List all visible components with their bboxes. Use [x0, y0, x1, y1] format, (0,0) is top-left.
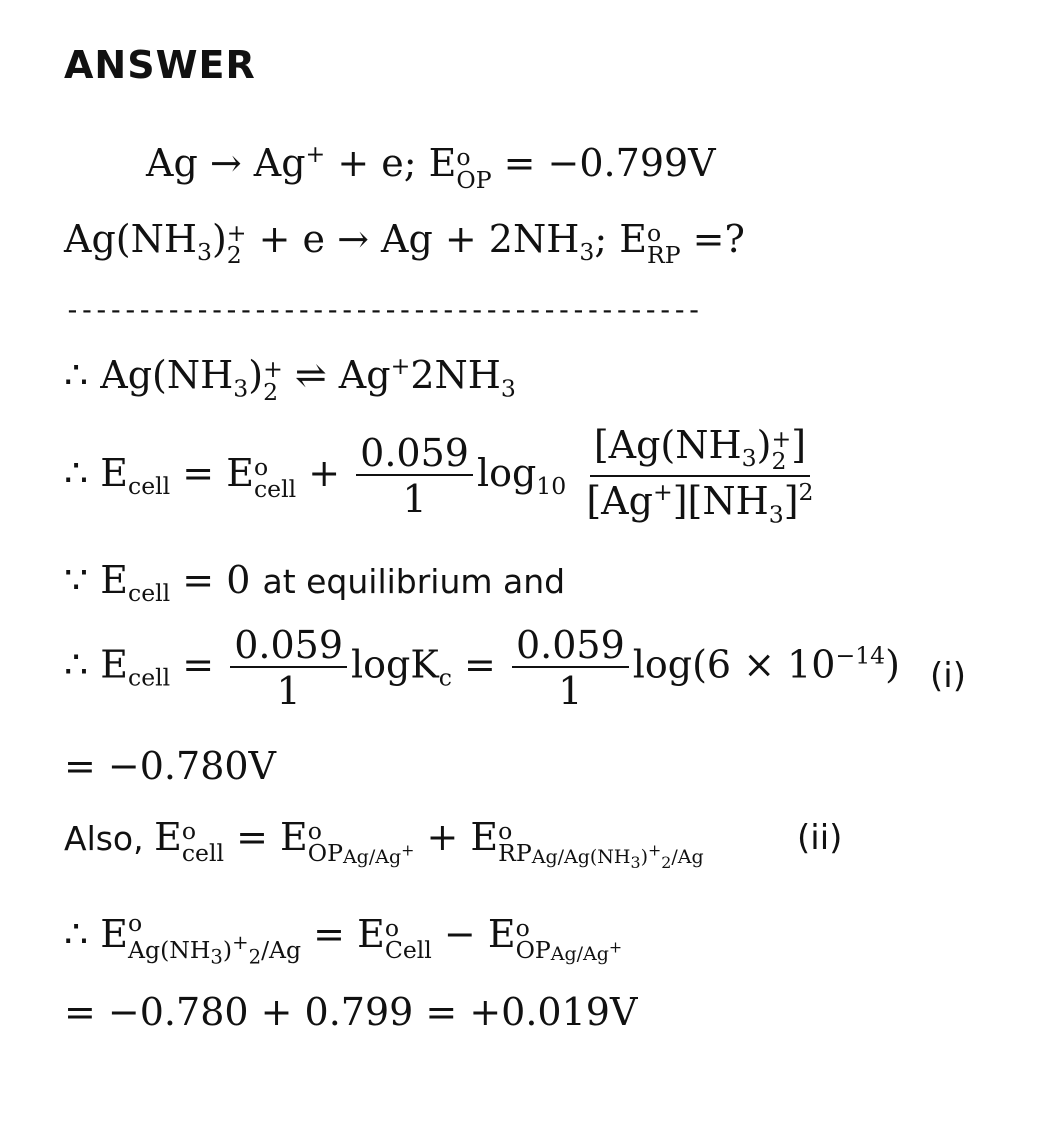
equation-reduction-potential: ∴ E o $Ag(NH_3)^+_2/Ag$ = E o Cell − E o OP $_{Ag/Ag^+}$ — [64, 909, 623, 969]
equation-reduction: $Ag(NH_3)$ + 2 + $e \to Ag + 2NH_3$; E o RP =? — [64, 217, 745, 270]
result-line-1: = −0.780V — [64, 744, 276, 788]
equation-tag-ii: (ii) — [797, 818, 843, 858]
separator-line: -------------------------------------------- — [64, 293, 701, 326]
logk-fraction-2: $\frac{0.059}{1}$ — [512, 626, 629, 710]
nernst-fraction: $\frac{0.059}{1}$ — [356, 434, 473, 518]
equation-cell-potential: Also, E o cell = E o OP $_{Ag/Ag^+}$ + E o RP $_{Ag/Ag(NH_3)^+_2/Ag}$ — [64, 815, 704, 873]
concentration-fraction: [$Ag(NH_3)$ + 2 ] $[Ag^+][NH_3]^2$ — [586, 423, 814, 529]
equation-tag-i: (i) — [930, 656, 966, 696]
logk-fraction-1: $\frac{0.059}{1}$ — [230, 626, 347, 710]
equation-nernst: ∴ $E_{cell} = E$ o cell + $\frac{0.059}{1}$ $\log_{10}$ [$Ag(NH_3)$ + 2 ] $[Ag^+][NH_3]^2$ — [64, 426, 822, 527]
equation-equilibrium: ∴ $Ag(NH_3)$ + 2 ⇌ $Ag^+2NH_3$ — [64, 352, 516, 406]
result-line-2: = −0.780 + 0.799 = +0.019V — [64, 990, 638, 1034]
equation-equilibrium-condition: ∵ $E_{cell} = 0$ at equilibrium and — [64, 558, 566, 608]
equation-oxidation: Ag → Ag+ + e; E o OP = −0.799V — [146, 140, 716, 194]
answer-heading: ANSWER — [64, 43, 256, 87]
equation-logk: ∴ $E_{cell}$ = $\frac{0.059}{1}$ logK$_c$ = $\frac{0.059}{1}$ $\log(6 \times 10^{-14})$ — [64, 623, 900, 713]
